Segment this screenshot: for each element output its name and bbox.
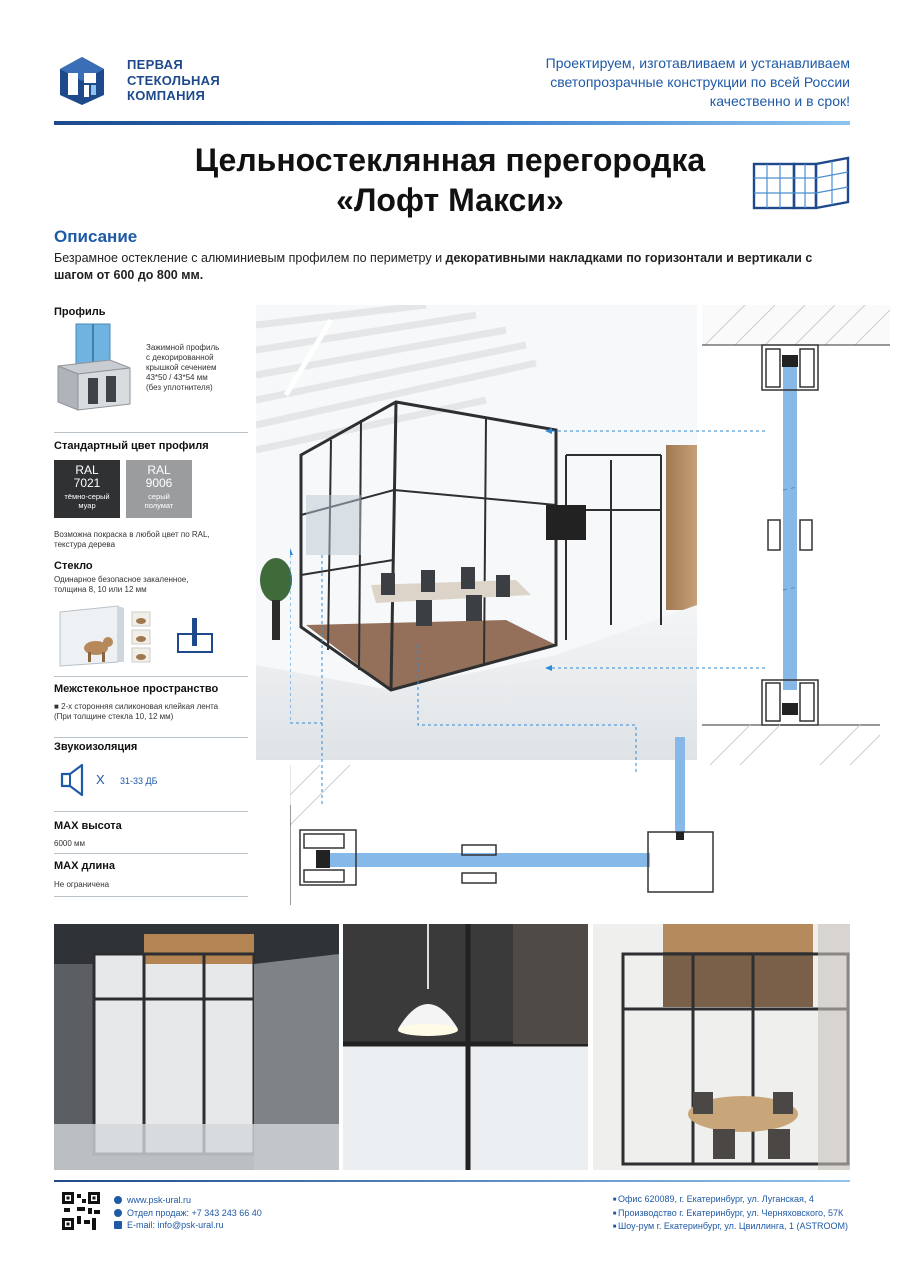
max-length-heading: MAX длина	[54, 860, 115, 872]
sound-multiplier: X	[96, 772, 105, 787]
profile-caption-line: (без уплотнителя)	[146, 383, 213, 392]
ral-name: муар	[78, 501, 96, 510]
sound-heading: Звукоизоляция	[54, 741, 138, 753]
spec-divider	[54, 676, 248, 677]
max-height-heading: MAX высота	[54, 820, 122, 832]
partition-section-drawing	[290, 305, 890, 905]
color-note	[54, 530, 248, 550]
profile-caption-line: Зажимной профиль	[146, 343, 220, 352]
gap-heading: Межстекольное пространство	[54, 683, 219, 695]
title-line-2: «Лофт Макси»	[336, 182, 564, 218]
ral-code: RAL	[147, 463, 171, 477]
photo-meeting-room	[593, 924, 850, 1170]
phone-link[interactable]: Отдел продаж: +7 343 243 66 40	[127, 1207, 262, 1218]
color-note-line: Возможна покраска в любой цвет по RAL,	[54, 530, 210, 539]
company-name-line: КОМПАНИЯ	[127, 88, 206, 103]
ral-name: тёмно-серый	[64, 492, 110, 501]
max-height-value: 6000 мм	[54, 839, 86, 848]
ral-code: 9006	[145, 476, 173, 490]
addresses	[613, 1193, 848, 1234]
profile-caption-line: 43*50 / 43*54 мм	[146, 373, 208, 382]
gap-text-line: 2-х сторонняя силиконовая клейкая лента	[61, 702, 219, 711]
description-text-bold: декоративными накладками по горизонтали и вертикали с шагом от 600 до 800 мм.	[54, 251, 813, 282]
page-title	[120, 140, 780, 220]
profile-caption-line: крышкой сечением	[146, 363, 217, 372]
color-note-line: текстура дерева	[54, 540, 116, 549]
profile-caption-line: с декорированной	[146, 353, 214, 362]
partition-schematic-icon	[752, 156, 852, 212]
photo-office-corridor	[54, 924, 339, 1170]
photo-glass-lamp	[343, 924, 588, 1170]
glass-in-profile-icon	[176, 616, 214, 656]
ral-9006-swatch	[126, 460, 192, 518]
ral-name: полумат	[144, 501, 174, 510]
spec-divider	[54, 853, 248, 854]
footer-divider	[54, 1180, 850, 1182]
slogan-line: Проектируем, изготавливаем и устанавливаем	[545, 55, 850, 71]
website-link[interactable]: www.psk-ural.ru	[127, 1195, 192, 1205]
gap-text: ■ 2-х сторонняя силиконовая клейкая лента (При толщине стекла 10, 12 мм)	[54, 702, 248, 722]
speaker-icon	[58, 762, 90, 798]
profile-section-image	[54, 322, 134, 414]
glass-heading: Стекло	[54, 560, 93, 572]
company-logo-icon	[56, 55, 108, 107]
ral-7021-swatch	[54, 460, 120, 518]
ral-code: RAL	[75, 463, 99, 477]
sound-value: 31-33 ДБ	[120, 776, 158, 786]
address-line: ■ Офис 620089, г. Екатеринбург, ул. Луганская, 4	[613, 1193, 848, 1207]
header-divider	[54, 121, 850, 125]
phone-icon	[114, 1209, 122, 1217]
company-name-line: СТЕКОЛЬНАЯ	[127, 72, 220, 88]
glass-text	[54, 575, 248, 595]
globe-icon	[114, 1196, 122, 1204]
company-name	[127, 57, 220, 104]
address-line: ■ Производство г. Екатеринбург, ул. Черняховского, 57К	[613, 1207, 848, 1221]
slogan	[470, 54, 850, 111]
spec-divider	[54, 811, 248, 812]
company-name-line: ПЕРВАЯ	[127, 57, 183, 72]
description-text-plain: Безрамное остекление с алюминиевым профилем по периметру и	[54, 251, 446, 265]
qr-code-icon	[62, 1192, 100, 1230]
max-length-value: Не ограничена	[54, 880, 110, 889]
ral-name: серый	[148, 492, 170, 501]
title-line-1: Цельностеклянная перегородка	[194, 142, 706, 178]
glass-text-line: Одинарное безопасное закаленное,	[54, 575, 189, 584]
color-heading: Стандартный цвет профиля	[54, 440, 209, 452]
description-text	[54, 250, 854, 284]
slogan-line: светопрозрачные конструкции по всей России	[550, 74, 850, 90]
glass-sample-image	[58, 604, 158, 668]
email-link[interactable]: E-mail: info@psk-ural.ru	[127, 1220, 224, 1230]
slogan-line: качественно и в срок!	[709, 93, 850, 109]
glass-text-line: толщина 8, 10 или 12 мм	[54, 585, 147, 594]
spec-divider	[54, 896, 248, 897]
spec-divider	[54, 432, 248, 433]
profile-caption	[146, 343, 246, 393]
profile-heading: Профиль	[54, 306, 106, 318]
gap-text-line: (При толщине стекла 10, 12 мм)	[54, 712, 174, 721]
description-heading: Описание	[54, 227, 138, 246]
address-line: ■ Шоу-рум г. Екатеринбург, ул. Цвиллинга, 1 (ASTROOM)	[613, 1220, 848, 1234]
mail-icon	[114, 1221, 122, 1229]
ral-code: 7021	[73, 476, 101, 490]
contacts	[114, 1194, 262, 1232]
spec-divider	[54, 737, 248, 738]
